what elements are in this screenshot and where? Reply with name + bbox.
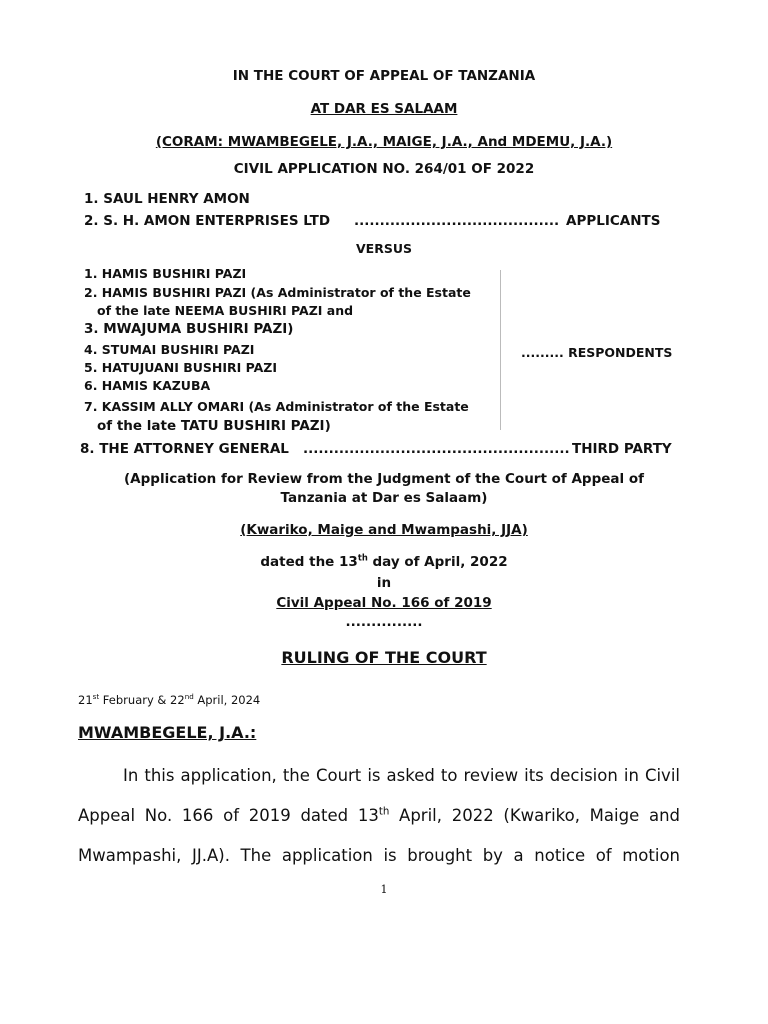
respondent-4: 4. STUMAI BUSHIRI PAZI (84, 342, 255, 357)
body-line-2-sup: th (378, 806, 390, 818)
body-line-2b: April, 2022 (Kwariko, Maige and (389, 806, 680, 825)
date-sup-1: st (92, 692, 100, 702)
respondents-label: ......... RESPONDENTS (521, 345, 673, 360)
body-line-2 (78, 796, 680, 836)
third-party-name: 8. THE ATTORNEY GENERAL (80, 441, 289, 457)
court-location: AT DAR ES SALAAM (310, 101, 458, 117)
respondents-bracket (500, 270, 501, 430)
applicants-dots: ........................................ (354, 213, 560, 229)
date-part-3: April, 2024 (193, 693, 261, 707)
respondent-3: 3. MWAJUMA BUSHIRI PAZI) (84, 321, 294, 337)
dated-suffix: day of April, 2022 (367, 554, 508, 570)
body-line-1: In this application, the Court is asked to review its decision in Civil (123, 766, 680, 785)
ruling-title: RULING OF THE COURT (281, 648, 487, 667)
in-word: in (376, 575, 392, 591)
applicant-2: 2. S. H. AMON ENTERPRISES LTD (84, 213, 331, 229)
coram-line: (CORAM: MWAMBEGELE, J.A., MAIGE, J.A., And MDEMU, J.A.) (155, 134, 613, 150)
application-number: CIVIL APPLICATION NO. 264/01 OF 2022 (233, 161, 535, 177)
third-party-label: THIRD PARTY (572, 441, 672, 457)
bench-line: (Kwariko, Maige and Mwampashi, JJA) (240, 522, 528, 538)
application-description-line1: (Application for Review from the Judgment of the Court of Appeal of (124, 471, 644, 487)
respondent-1: 1. HAMIS BUSHIRI PAZI (84, 266, 247, 281)
date-sup-2: nd (184, 692, 194, 702)
hearing-dates (78, 693, 260, 707)
respondent-7-estate: of the late TATU BUSHIRI PAZI) (97, 418, 331, 434)
body-line-3: Mwampashi, JJ.A). The application is brought by a notice of motion (78, 846, 680, 865)
respondent-5: 5. HATUJUANI BUSHIRI PAZI (84, 360, 278, 375)
dated-line (0, 554, 768, 570)
separator-dots: ............... (345, 614, 423, 630)
applicants-label: APPLICANTS (566, 213, 661, 229)
respondent-6: 6. HAMIS KAZUBA (84, 378, 211, 393)
dated-sup: th (357, 552, 368, 563)
third-party-dots: .................................................... (303, 441, 570, 457)
respondent-2-estate: of the late NEEMA BUSHIRI PAZI and (97, 303, 354, 318)
civil-appeal-reference: Civil Appeal No. 166 of 2019 (276, 595, 492, 611)
dated-prefix: dated the 13 (260, 554, 358, 570)
ruling-body (78, 756, 680, 876)
versus-label: VERSUS (356, 241, 412, 256)
date-part-1: 21 (78, 693, 93, 707)
applicant-1: 1. SAUL HENRY AMON (84, 191, 250, 207)
date-part-2: February & 22 (99, 693, 185, 707)
application-description-line2: Tanzania at Dar es Salaam) (280, 490, 488, 506)
body-line-2a: Appeal No. 166 of 2019 dated 13 (78, 806, 379, 825)
judge-name: MWAMBEGELE, J.A.: (78, 723, 257, 742)
respondent-2: 2. HAMIS BUSHIRI PAZI (As Administrator of the Estate (84, 285, 471, 300)
respondent-7: 7. KASSIM ALLY OMARI (As Administrator of the Estate (84, 399, 469, 414)
court-heading: IN THE COURT OF APPEAL OF TANZANIA (232, 68, 536, 84)
page-number: 1 (380, 883, 388, 896)
